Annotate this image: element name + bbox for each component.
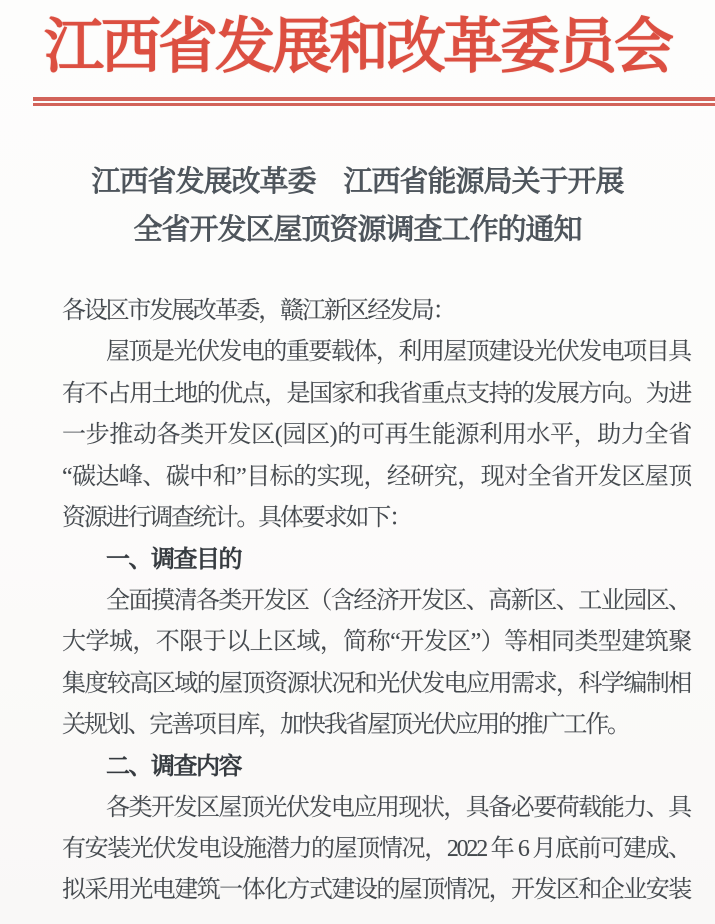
document-title — [0, 158, 715, 254]
section-heading: 二、调查内容 — [106, 753, 241, 781]
body-line: 关规划、完善项目库，加快我省屋顶光伏应用的推广工作。 — [62, 711, 629, 738]
body-line: 资源进行调查统计。具体要求如下： — [62, 504, 411, 531]
title-line-1: 江西省发展改革委 江西省能源局关于开展 — [91, 166, 624, 198]
body-line: 集度较高区域的屋顶资源状况和光伏发电应用需求，科学编制相 — [62, 670, 690, 697]
body-line: 有安装光伏发电设施潜力的屋顶情况，2022 年 6 月底前可建成、 — [62, 836, 690, 863]
section-heading: 一、调查目的 — [106, 546, 241, 574]
body-line: “碳达峰、碳中和”目标的实现，经研究，现对全省开发区屋顶 — [62, 463, 690, 490]
letterhead — [0, 10, 715, 84]
salutation: 各设区市发展改革委，赣江新区经发局： — [62, 298, 455, 324]
body-line: 有不占用土地的优点，是国家和我省重点支持的发展方向。为进 — [62, 380, 690, 407]
body-line: 全面摸清各类开发区（含经济开发区、高新区、工业园区、 — [106, 587, 690, 614]
letterhead-divider — [33, 97, 715, 106]
agency-name: 江西省发展和改革委员会 — [44, 14, 671, 80]
body-line: 各类开发区屋顶光伏发电应用现状，具备必要荷载能力、具 — [106, 794, 690, 821]
document-body — [62, 291, 690, 912]
body-line: 拟采用光电建筑一体化方式建设的屋顶情况，开发区和企业安装 — [62, 877, 690, 904]
title-line-2: 全省开发区屋顶资源调查工作的通知 — [133, 214, 582, 246]
body-line: 屋顶是光伏发电的重要载体，利用屋顶建设光伏发电项目具 — [106, 339, 690, 366]
body-line: 一步推动各类开发区(园区)的可再生能源利用水平，助力全省 — [62, 422, 690, 449]
body-line: 大学城，不限于以上区域，简称“开发区”）等相同类型建筑聚 — [62, 629, 690, 656]
